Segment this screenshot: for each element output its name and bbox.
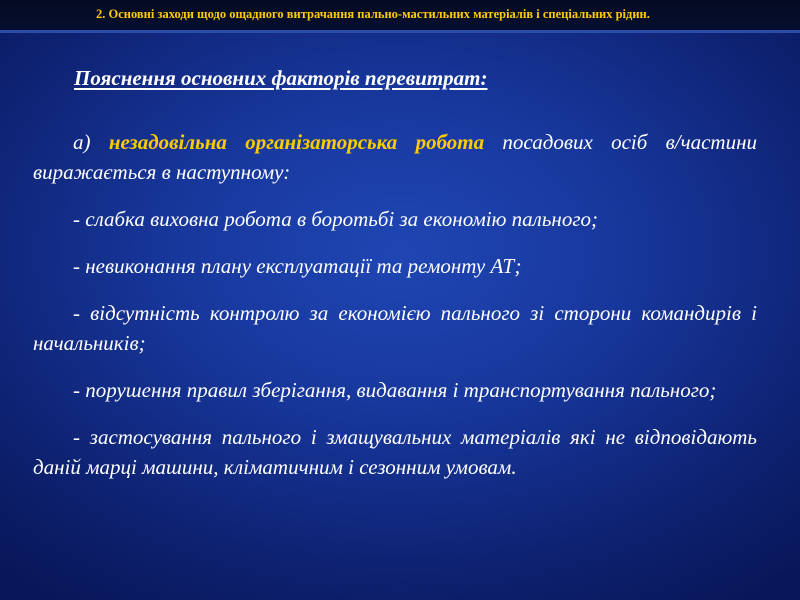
slide-body bbox=[33, 127, 757, 499]
list-item: - невиконання плану експлуатації та ремонту АТ; bbox=[73, 254, 522, 278]
list-item: - застосування пального і змащувальних матеріалів які не відповідають даній марці машини, кліматичним і сезонним умовам. bbox=[33, 425, 757, 479]
list-item: - відсутність контролю за економією пального зі сторони командирів і начальників; bbox=[33, 301, 757, 355]
highlighted-phrase: незадовільна організаторська робота bbox=[108, 130, 485, 154]
slide-title: 2. Основні заходи щодо ощадного витрачання пально-мастильних матеріалів і спеціальних рідин. bbox=[96, 7, 650, 21]
list-item: - слабка виховна робота в боротьбі за економію пального; bbox=[73, 207, 598, 231]
list-item: - порушення правил зберігання, видавання і транспортування пального; bbox=[73, 378, 717, 402]
header-divider bbox=[0, 30, 800, 33]
paragraph-rest: посадових осіб в/частини виражається в наступному: bbox=[33, 130, 757, 184]
section-heading: Пояснення основних факторів перевитрат: bbox=[74, 66, 488, 90]
paragraph-intro bbox=[33, 127, 757, 187]
paragraph-prefix: а) bbox=[73, 130, 109, 154]
